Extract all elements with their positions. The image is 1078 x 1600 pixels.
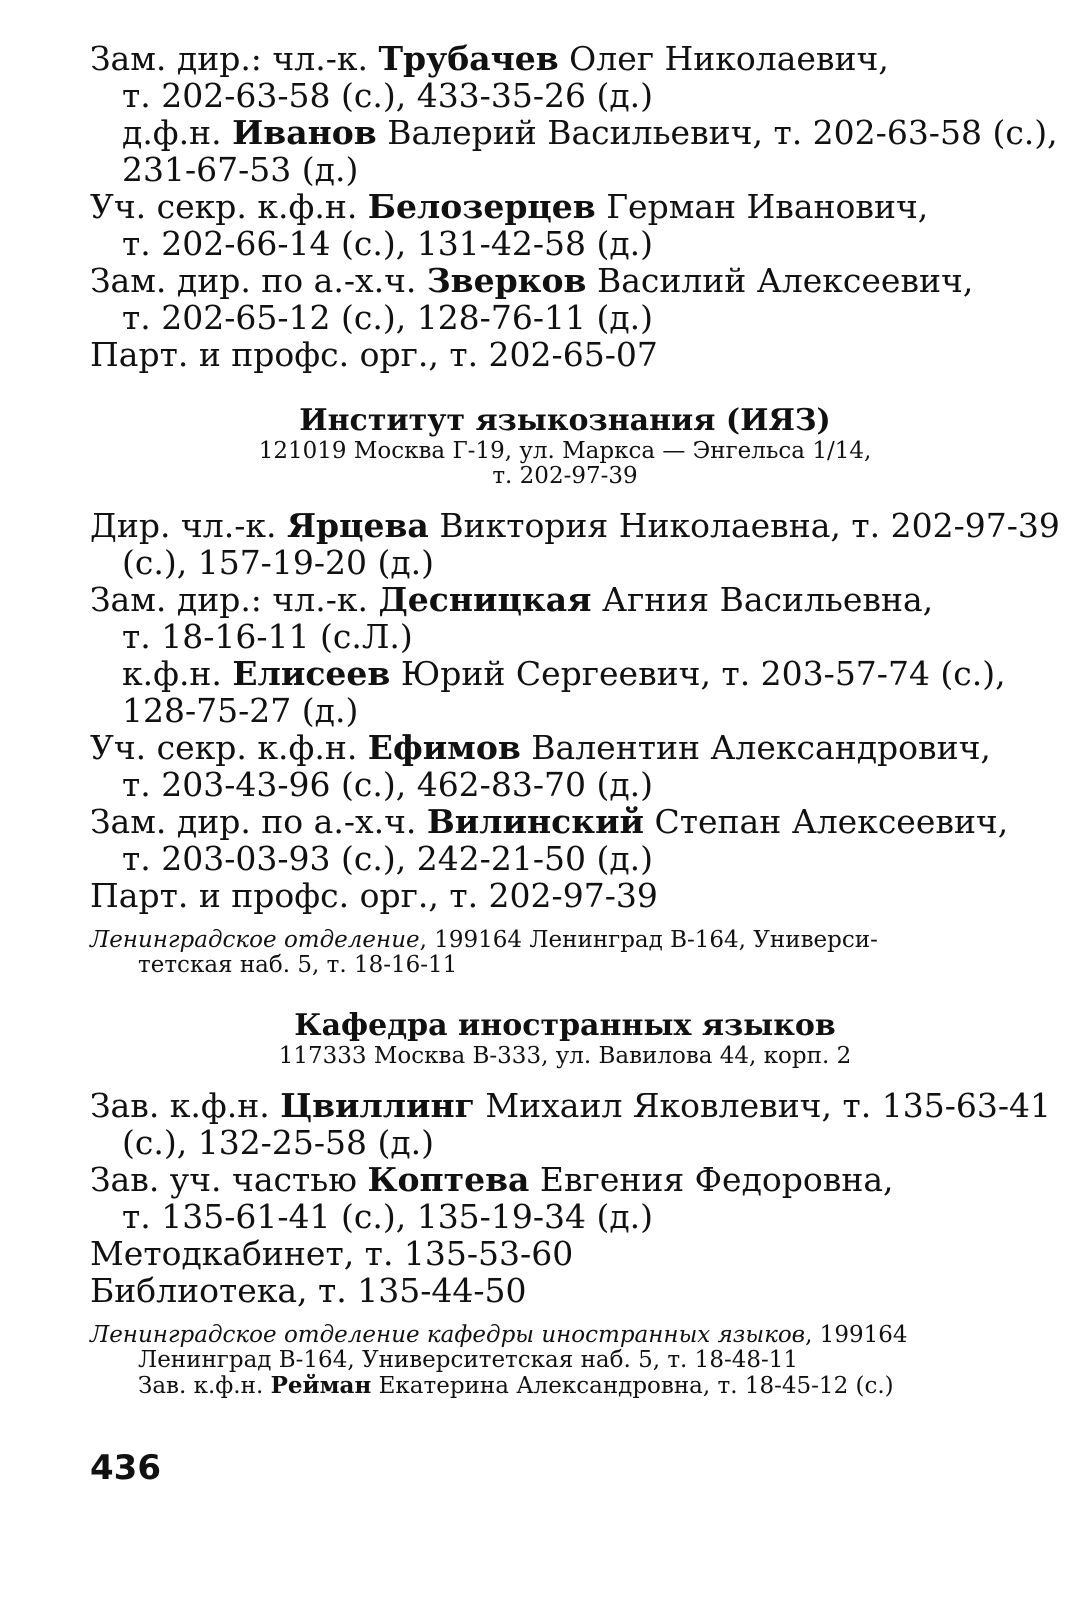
entry-line: Уч. секр. к.ф.н. Белозерцев Герман Иванович,	[90, 187, 929, 226]
entry-line: (с.), 132-25-58 (д.)	[122, 1123, 435, 1162]
entry-line: д.ф.н. Иванов Валерий Васильевич, т. 202-63-58 (с.),	[122, 113, 1058, 152]
section-3-entries	[90, 1086, 1051, 1310]
entry-line: Зам. дир. по а.-х.ч. Зверков Василий Алексеевич,	[90, 261, 974, 300]
branch-note-line: Зав. к.ф.н. Рейман Екатерина Александровна, т. 18-45-12 (с.)	[138, 1372, 894, 1399]
entry-line: т. 202-66-14 (с.), 131-42-58 (д.)	[122, 224, 654, 263]
entry-line: Зам. дир. по а.-х.ч. Вилинский Степан Алексеевич,	[90, 802, 1009, 841]
section-1-entries	[90, 39, 1058, 374]
entry-line: Уч. секр. к.ф.н. Ефимов Валентин Александрович,	[90, 728, 991, 767]
entry-line: т. 18-16-11 (с.Л.)	[122, 617, 413, 656]
entry-line: (с.), 157-19-20 (д.)	[122, 543, 435, 582]
entry-line: к.ф.н. Елисеев Юрий Сергеевич, т. 203-57-74 (с.),	[122, 654, 1006, 693]
entry-line: т. 135-61-41 (с.), 135-19-34 (д.)	[122, 1197, 654, 1236]
entry-line: Зам. дир.: чл.-к. Десницкая Агния Васильевна,	[90, 580, 934, 619]
section-address-phone: т. 202-97-39	[492, 463, 638, 489]
entry-line: 128-75-27 (д.)	[122, 691, 359, 730]
entry-line: т. 202-65-12 (с.), 128-76-11 (д.)	[122, 298, 654, 337]
directory-page	[90, 39, 1060, 1399]
person-name: Трубачев	[378, 39, 559, 78]
entry-line: Парт. и профс. орг., т. 202-65-07	[90, 335, 658, 374]
section-title-institute: Институт языкознания (ИЯЗ)	[299, 403, 831, 438]
entry-line: Библиотека, т. 135-44-50	[90, 1271, 527, 1310]
branch-note-title: Ленинградское отделение	[90, 927, 420, 953]
section-address: 121019 Москва Г-19, ул. Маркса — Энгельса 1/14,	[258, 438, 872, 464]
entry-line: Зав. к.ф.н. Цвиллинг Михаил Яковлевич, т. 135-63-41	[90, 1086, 1051, 1125]
page-number: 436	[90, 1448, 161, 1488]
branch-note-title: Ленинградское отделение кафедры иностранных языков	[90, 1322, 806, 1348]
entry-line: т. 203-03-93 (с.), 242-21-50 (д.)	[122, 839, 654, 878]
branch-note-line: тетская наб. 5, т. 18-16-11	[138, 952, 458, 978]
entry-line: Дир. чл.-к. Ярцева Виктория Николаевна, т. 202-97-39	[90, 506, 1060, 545]
entry-line: 231-67-53 (д.)	[122, 150, 359, 189]
entry-line: Методкабинет, т. 135-53-60	[90, 1234, 574, 1273]
person-name: Десницкая	[378, 580, 592, 619]
entry-line: Зав. уч. частью Коптева Евгения Федоровна,	[90, 1160, 894, 1199]
person-name: Ярцева	[286, 506, 429, 545]
branch-note: Ленинградское отделение кафедры иностранных языков, 199164	[90, 1322, 908, 1348]
section-title-department: Кафедра иностранных языков	[294, 1008, 836, 1043]
person-name: Белозерцев	[367, 187, 596, 226]
person-name: Иванов	[232, 113, 377, 152]
branch-note-line: Ленинград В-164, Университетская наб. 5, т. 18-48-11	[138, 1347, 799, 1373]
entry-line: т. 202-63-58 (с.), 433-35-26 (д.)	[122, 76, 654, 115]
person-name: Зверков	[426, 261, 587, 300]
entry-line: Зам. дир.: чл.-к. Трубачев Олег Николаевич,	[90, 39, 889, 78]
person-name: Елисеев	[232, 654, 391, 693]
person-name: Коптева	[367, 1160, 530, 1199]
section-2-entries	[90, 506, 1060, 915]
person-name: Цвиллинг	[280, 1086, 475, 1125]
entry-line: т. 203-43-96 (с.), 462-83-70 (д.)	[122, 765, 654, 804]
person-name: Ефимов	[367, 728, 521, 767]
person-name: Рейман	[270, 1372, 372, 1399]
branch-note: Ленинградское отделение, 199164 Ленинград В-164, Универси-	[90, 927, 878, 953]
person-name: Вилинский	[426, 802, 645, 841]
entry-line: Парт. и профс. орг., т. 202-97-39	[90, 876, 658, 915]
section-address: 117333 Москва В-333, ул. Вавилова 44, корп. 2	[278, 1043, 852, 1069]
